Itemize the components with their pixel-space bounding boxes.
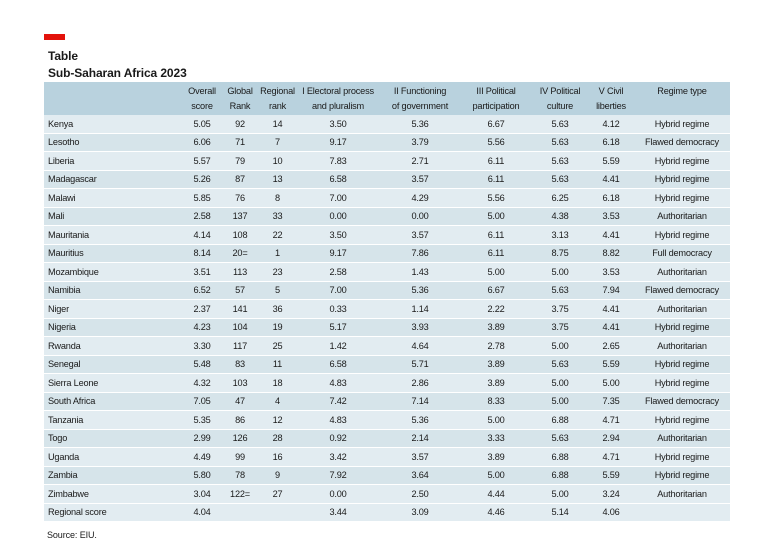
- table-row: [44, 226, 730, 245]
- score-cell: 108: [221, 226, 259, 245]
- country-cell: Mauritius: [44, 244, 183, 263]
- column-header-line: Overall: [188, 86, 216, 96]
- score-cell: 9.17: [296, 244, 380, 263]
- regime-type-cell: Hybrid regime: [634, 170, 730, 189]
- score-cell: 126: [221, 429, 259, 448]
- score-cell: 87: [221, 170, 259, 189]
- column-header-line: Global: [227, 86, 253, 96]
- score-cell: 3.79: [380, 133, 460, 152]
- country-cell: Rwanda: [44, 337, 183, 356]
- score-cell: 2.94: [588, 429, 634, 448]
- score-cell: 25: [259, 337, 296, 356]
- score-cell: 6.06: [183, 133, 221, 152]
- score-cell: 5: [259, 281, 296, 300]
- country-cell: Malawi: [44, 189, 183, 208]
- country-cell: Niger: [44, 300, 183, 319]
- score-cell: 3.57: [380, 226, 460, 245]
- score-cell: 7.86: [380, 244, 460, 263]
- score-cell: 6.11: [460, 170, 532, 189]
- score-cell: 47: [221, 392, 259, 411]
- score-cell: 4.49: [183, 448, 221, 467]
- score-cell: 5.48: [183, 355, 221, 374]
- score-cell: 6.11: [460, 152, 532, 171]
- regime-type-cell: Flawed democracy: [634, 281, 730, 300]
- score-cell: 4.12: [588, 115, 634, 133]
- country-cell: Senegal: [44, 355, 183, 374]
- score-cell: 4.29: [380, 189, 460, 208]
- score-cell: 3.75: [532, 318, 588, 337]
- score-cell: 7.83: [296, 152, 380, 171]
- regime-type-cell: Full democracy: [634, 244, 730, 263]
- score-cell: 5.17: [296, 318, 380, 337]
- score-cell: 5.59: [588, 355, 634, 374]
- column-header-line: liberties: [596, 101, 626, 111]
- score-cell: 33: [259, 207, 296, 226]
- score-cell: 5.00: [532, 374, 588, 393]
- score-cell: 8.75: [532, 244, 588, 263]
- score-cell: 79: [221, 152, 259, 171]
- score-cell: 6.58: [296, 355, 380, 374]
- column-header: [221, 82, 259, 115]
- country-cell: Zambia: [44, 466, 183, 485]
- score-cell: 3.93: [380, 318, 460, 337]
- score-cell: 3.89: [460, 374, 532, 393]
- regime-type-cell: Flawed democracy: [634, 133, 730, 152]
- score-cell: 71: [221, 133, 259, 152]
- score-cell: 5.63: [532, 429, 588, 448]
- score-cell: 5.00: [532, 263, 588, 282]
- score-cell: 2.14: [380, 429, 460, 448]
- column-header-line: participation: [472, 101, 520, 111]
- score-cell: 1.43: [380, 263, 460, 282]
- score-cell: 2.58: [296, 263, 380, 282]
- regional-score-cell: 4.46: [460, 503, 532, 522]
- score-cell: 5.35: [183, 411, 221, 430]
- regime-type-cell: Authoritarian: [634, 429, 730, 448]
- score-cell: 6.18: [588, 133, 634, 152]
- country-cell: Madagascar: [44, 170, 183, 189]
- score-cell: 5.36: [380, 281, 460, 300]
- score-cell: 4.83: [296, 374, 380, 393]
- score-cell: 117: [221, 337, 259, 356]
- score-cell: 5.63: [532, 281, 588, 300]
- score-cell: 4.64: [380, 337, 460, 356]
- table-row: [44, 244, 730, 263]
- score-cell: 20=: [221, 244, 259, 263]
- score-cell: 5.57: [183, 152, 221, 171]
- column-header: [380, 82, 460, 115]
- score-cell: 5.59: [588, 152, 634, 171]
- score-cell: 3.24: [588, 485, 634, 504]
- column-header: [460, 82, 532, 115]
- country-cell: South Africa: [44, 392, 183, 411]
- column-header: [588, 82, 634, 115]
- score-cell: 4.41: [588, 300, 634, 319]
- score-cell: 103: [221, 374, 259, 393]
- score-cell: 0.00: [296, 207, 380, 226]
- score-cell: 5.36: [380, 115, 460, 133]
- score-cell: 3.13: [532, 226, 588, 245]
- table-row: [44, 133, 730, 152]
- table-row: [44, 152, 730, 171]
- score-cell: 16: [259, 448, 296, 467]
- score-cell: 5.85: [183, 189, 221, 208]
- regime-type-cell: Hybrid regime: [634, 374, 730, 393]
- score-cell: 6.52: [183, 281, 221, 300]
- score-cell: 5.26: [183, 170, 221, 189]
- column-header-line: [635, 99, 729, 114]
- score-cell: 2.99: [183, 429, 221, 448]
- score-cell: 5.00: [588, 374, 634, 393]
- country-cell: Sierra Leone: [44, 374, 183, 393]
- score-cell: 5.05: [183, 115, 221, 133]
- table-label: Table: [48, 49, 78, 63]
- score-cell: 2.78: [460, 337, 532, 356]
- score-cell: 99: [221, 448, 259, 467]
- column-header-line: culture: [546, 101, 574, 111]
- table-row: [44, 485, 730, 504]
- score-cell: 2.58: [183, 207, 221, 226]
- score-cell: 0.33: [296, 300, 380, 319]
- score-cell: 3.53: [588, 263, 634, 282]
- regional-score-row: [44, 503, 730, 522]
- regional-score-cell: 4.06: [588, 503, 634, 522]
- score-cell: 3.50: [296, 226, 380, 245]
- column-header-line: [45, 84, 182, 99]
- score-cell: 3.89: [460, 355, 532, 374]
- score-cell: 4.83: [296, 411, 380, 430]
- regime-type-cell: Hybrid regime: [634, 411, 730, 430]
- score-cell: 7: [259, 133, 296, 152]
- score-cell: 5.63: [532, 115, 588, 133]
- score-cell: 6.67: [460, 281, 532, 300]
- score-cell: 5.71: [380, 355, 460, 374]
- column-header: [183, 82, 221, 115]
- regime-type-cell: Authoritarian: [634, 263, 730, 282]
- score-cell: 141: [221, 300, 259, 319]
- column-header-line: I Electoral process: [302, 86, 374, 96]
- table-row: [44, 466, 730, 485]
- column-header: [259, 82, 296, 115]
- column-header: [634, 82, 730, 115]
- score-cell: 4.44: [460, 485, 532, 504]
- score-cell: 57: [221, 281, 259, 300]
- score-cell: 10: [259, 152, 296, 171]
- score-cell: 3.75: [532, 300, 588, 319]
- score-cell: 4.41: [588, 226, 634, 245]
- score-cell: 4.41: [588, 318, 634, 337]
- score-cell: 22: [259, 226, 296, 245]
- column-header-line: score: [191, 101, 213, 111]
- regime-type-cell: Authoritarian: [634, 337, 730, 356]
- score-cell: 3.50: [296, 115, 380, 133]
- score-cell: 8: [259, 189, 296, 208]
- score-cell: 5.80: [183, 466, 221, 485]
- country-cell: Zimbabwe: [44, 485, 183, 504]
- score-cell: 14: [259, 115, 296, 133]
- score-cell: 7.35: [588, 392, 634, 411]
- regime-type-cell: Hybrid regime: [634, 318, 730, 337]
- score-cell: 86: [221, 411, 259, 430]
- regional-score-cell: 5.14: [532, 503, 588, 522]
- score-cell: 6.88: [532, 466, 588, 485]
- table-header-row: [44, 82, 730, 115]
- score-cell: 5.00: [460, 263, 532, 282]
- regional-score-cell: 4.04: [183, 503, 221, 522]
- score-cell: 6.67: [460, 115, 532, 133]
- score-cell: 76: [221, 189, 259, 208]
- table-row: [44, 263, 730, 282]
- score-cell: 23: [259, 263, 296, 282]
- score-cell: 3.30: [183, 337, 221, 356]
- regional-score-cell: [259, 503, 296, 522]
- score-cell: 0.00: [296, 485, 380, 504]
- country-cell: Liberia: [44, 152, 183, 171]
- score-cell: 8.33: [460, 392, 532, 411]
- score-cell: 5.36: [380, 411, 460, 430]
- score-cell: 2.86: [380, 374, 460, 393]
- score-cell: 1.42: [296, 337, 380, 356]
- regime-type-cell: Authoritarian: [634, 485, 730, 504]
- country-cell: Kenya: [44, 115, 183, 133]
- table-row: [44, 318, 730, 337]
- score-cell: 2.65: [588, 337, 634, 356]
- country-cell: Lesotho: [44, 133, 183, 152]
- score-cell: 6.88: [532, 411, 588, 430]
- score-cell: 5.00: [460, 411, 532, 430]
- score-cell: 5.00: [532, 485, 588, 504]
- score-cell: 7.00: [296, 281, 380, 300]
- score-cell: 2.50: [380, 485, 460, 504]
- score-cell: 4.41: [588, 170, 634, 189]
- score-cell: 137: [221, 207, 259, 226]
- table-row: [44, 392, 730, 411]
- score-cell: 6.58: [296, 170, 380, 189]
- table-row: [44, 411, 730, 430]
- score-cell: 19: [259, 318, 296, 337]
- table-row: [44, 429, 730, 448]
- score-cell: 5.63: [532, 355, 588, 374]
- score-cell: 5.00: [532, 337, 588, 356]
- score-cell: 7.94: [588, 281, 634, 300]
- score-cell: 92: [221, 115, 259, 133]
- column-header-line: and pluralism: [311, 101, 365, 111]
- score-cell: 6.18: [588, 189, 634, 208]
- country-cell: Uganda: [44, 448, 183, 467]
- score-cell: 6.11: [460, 226, 532, 245]
- score-cell: 4.14: [183, 226, 221, 245]
- score-cell: 4.71: [588, 411, 634, 430]
- column-header-line: of government: [391, 101, 449, 111]
- score-cell: 0.00: [380, 207, 460, 226]
- score-cell: 36: [259, 300, 296, 319]
- regime-type-cell: Hybrid regime: [634, 466, 730, 485]
- score-cell: 5.59: [588, 466, 634, 485]
- score-cell: 9.17: [296, 133, 380, 152]
- score-cell: 9: [259, 466, 296, 485]
- regime-type-cell: Hybrid regime: [634, 226, 730, 245]
- score-cell: 2.71: [380, 152, 460, 171]
- table-row: [44, 207, 730, 226]
- score-cell: 0.92: [296, 429, 380, 448]
- regional-label-cell: Regional score: [44, 503, 183, 522]
- score-cell: 8.14: [183, 244, 221, 263]
- score-cell: 3.89: [460, 318, 532, 337]
- score-cell: 5.63: [532, 133, 588, 152]
- score-cell: 28: [259, 429, 296, 448]
- score-cell: 83: [221, 355, 259, 374]
- column-header-line: Regional: [260, 86, 295, 96]
- country-cell: Nigeria: [44, 318, 183, 337]
- regime-type-cell: Hybrid regime: [634, 189, 730, 208]
- table-row: [44, 281, 730, 300]
- column-header: [44, 82, 183, 115]
- score-cell: 3.57: [380, 448, 460, 467]
- score-cell: 5.56: [460, 133, 532, 152]
- regime-type-cell: Hybrid regime: [634, 115, 730, 133]
- table-row: [44, 170, 730, 189]
- score-cell: 7.92: [296, 466, 380, 485]
- score-cell: 7.05: [183, 392, 221, 411]
- regime-type-cell: Authoritarian: [634, 300, 730, 319]
- score-cell: 3.33: [460, 429, 532, 448]
- score-cell: 5.63: [532, 170, 588, 189]
- score-cell: 11: [259, 355, 296, 374]
- column-header-line: IV Political: [539, 86, 581, 96]
- score-cell: 5.00: [460, 207, 532, 226]
- regime-type-cell: Authoritarian: [634, 207, 730, 226]
- regime-type-cell: Hybrid regime: [634, 152, 730, 171]
- regional-score-cell: [634, 503, 730, 522]
- score-cell: 122=: [221, 485, 259, 504]
- score-cell: 104: [221, 318, 259, 337]
- score-cell: 6.11: [460, 244, 532, 263]
- score-cell: 4.38: [532, 207, 588, 226]
- score-cell: 3.57: [380, 170, 460, 189]
- score-cell: 7.42: [296, 392, 380, 411]
- column-header-line: Regime type: [657, 86, 707, 96]
- score-cell: 3.51: [183, 263, 221, 282]
- score-cell: 18: [259, 374, 296, 393]
- democracy-index-table: [44, 82, 730, 522]
- score-cell: 7.14: [380, 392, 460, 411]
- score-cell: 5.63: [532, 152, 588, 171]
- column-header: [296, 82, 380, 115]
- score-cell: 4.32: [183, 374, 221, 393]
- regime-type-cell: Hybrid regime: [634, 448, 730, 467]
- score-cell: 1: [259, 244, 296, 263]
- regional-score-cell: [221, 503, 259, 522]
- regional-score-cell: 3.09: [380, 503, 460, 522]
- score-cell: 5.00: [460, 466, 532, 485]
- column-header-line: V Civil: [598, 86, 624, 96]
- score-cell: 8.82: [588, 244, 634, 263]
- column-header-line: II Functioning: [393, 86, 447, 96]
- source-note: Source: EIU.: [47, 530, 97, 540]
- score-cell: 3.04: [183, 485, 221, 504]
- score-cell: 2.22: [460, 300, 532, 319]
- column-header-line: rank: [268, 101, 287, 111]
- score-cell: 4.71: [588, 448, 634, 467]
- regime-type-cell: Hybrid regime: [634, 355, 730, 374]
- score-cell: 13: [259, 170, 296, 189]
- accent-bar: [44, 34, 65, 40]
- score-cell: 5.56: [460, 189, 532, 208]
- score-cell: 2.37: [183, 300, 221, 319]
- column-header-line: III Political: [476, 86, 516, 96]
- country-cell: Tanzania: [44, 411, 183, 430]
- score-cell: 6.25: [532, 189, 588, 208]
- score-cell: 12: [259, 411, 296, 430]
- country-cell: Mozambique: [44, 263, 183, 282]
- score-cell: 3.64: [380, 466, 460, 485]
- score-cell: 6.88: [532, 448, 588, 467]
- table-row: [44, 189, 730, 208]
- regime-type-cell: Flawed democracy: [634, 392, 730, 411]
- table-row: [44, 300, 730, 319]
- score-cell: 3.42: [296, 448, 380, 467]
- score-cell: 5.00: [532, 392, 588, 411]
- column-header: [532, 82, 588, 115]
- score-cell: 3.53: [588, 207, 634, 226]
- score-cell: 1.14: [380, 300, 460, 319]
- score-cell: 78: [221, 466, 259, 485]
- table-row: [44, 448, 730, 467]
- table-row: [44, 115, 730, 133]
- country-cell: Namibia: [44, 281, 183, 300]
- table-row: [44, 374, 730, 393]
- score-cell: 4: [259, 392, 296, 411]
- table-title: Sub-Saharan Africa 2023: [48, 66, 187, 80]
- score-cell: 113: [221, 263, 259, 282]
- score-cell: 27: [259, 485, 296, 504]
- score-cell: 7.00: [296, 189, 380, 208]
- score-cell: 4.23: [183, 318, 221, 337]
- column-header-line: Rank: [229, 101, 251, 111]
- table-body: [44, 115, 730, 522]
- score-cell: 3.89: [460, 448, 532, 467]
- regional-score-cell: 3.44: [296, 503, 380, 522]
- country-cell: Mali: [44, 207, 183, 226]
- country-cell: Mauritania: [44, 226, 183, 245]
- table-row: [44, 355, 730, 374]
- country-cell: Togo: [44, 429, 183, 448]
- table-row: [44, 337, 730, 356]
